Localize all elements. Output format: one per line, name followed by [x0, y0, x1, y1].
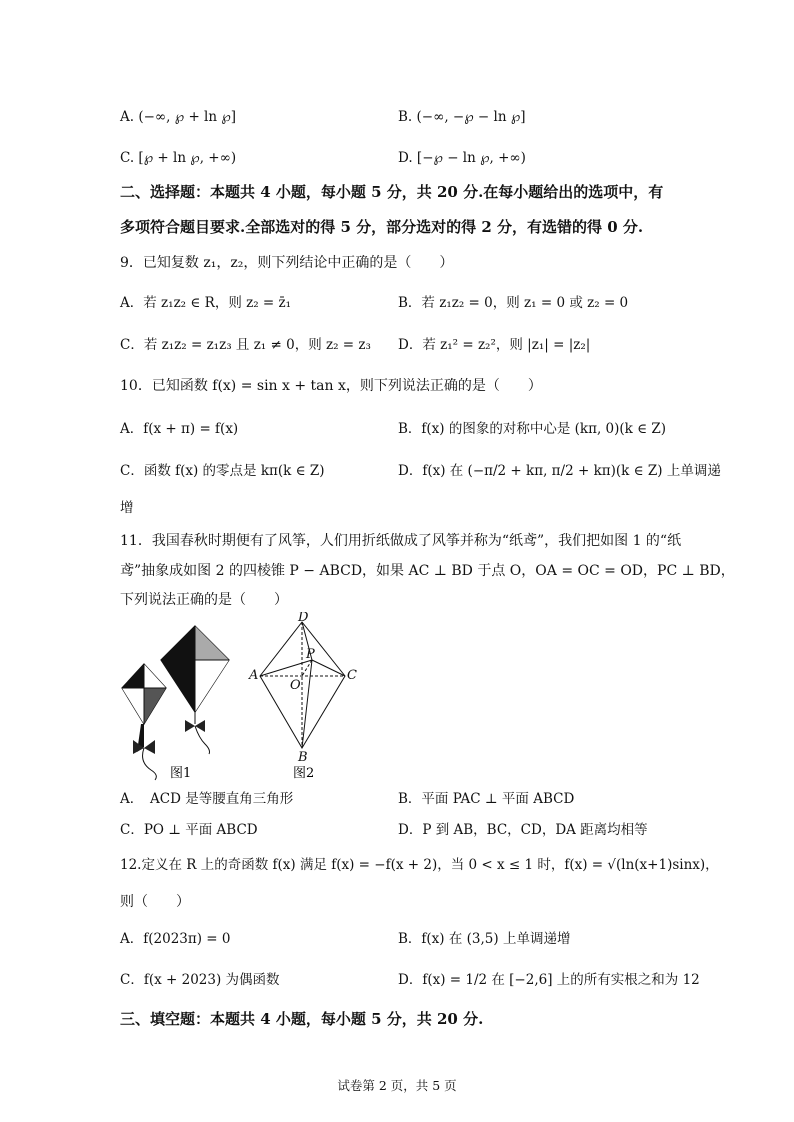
q12-option-d: D．f(x) = 1/2 在 [−2,6] 上的所有实根之和为 12: [398, 972, 700, 988]
section2-heading-line2: 多项符合题目要求.全部选对的得 5 分，部分选对的得 2 分，有选错的得 0 分.: [120, 218, 644, 236]
label-a: A: [249, 668, 259, 683]
q10-option-d-continuation: 增: [120, 500, 134, 516]
q9-option-b: B．若 z₁z₂ = 0，则 z₁ = 0 或 z₂ = 0: [398, 295, 629, 311]
q12-option-a: A．f(2023π) = 0: [120, 931, 231, 947]
q11-option-a: A． ACD 是等腰直角三角形: [120, 791, 294, 807]
q11-figures: [115, 612, 375, 784]
label-d: D: [298, 612, 309, 625]
q9-option-c: C．若 z₁z₂ = z₁z₃ 且 z₁ ≠ 0，则 z₂ = z₃: [120, 337, 371, 353]
kite-figure-1: [122, 626, 229, 780]
section2-heading-line1: 二、选择题：本题共 4 小题，每小题 5 分，共 20 分.在每小题给出的选项中，有: [120, 183, 664, 201]
label-o: O: [290, 678, 301, 693]
label-c: C: [347, 668, 357, 683]
q12-option-c: C．f(x + 2023) 为偶函数: [120, 972, 280, 988]
q11-option-b: B．平面 PAC ⊥ 平面 ABCD: [398, 791, 575, 807]
fig1-caption: 图1: [170, 766, 192, 781]
fig2-caption: 图2: [293, 766, 315, 781]
q12-option-b: B．f(x) 在 (3,5) 上单调递增: [398, 931, 571, 947]
label-p: P: [306, 647, 315, 662]
page-footer: 试卷第 2 页，共 5 页: [337, 1078, 457, 1093]
section3-heading: 三、填空题：本题共 4 小题，每小题 5 分，共 20 分.: [120, 1010, 484, 1028]
q10-option-a: A．f(x + π) = f(x): [120, 421, 239, 437]
q8-option-b: B. (−∞, −℘ − ln ℘]: [398, 109, 526, 125]
q10-stem: 10．已知函数 f(x) = sin x + tan x，则下列说法正确的是（ ）: [120, 378, 542, 394]
q8-option-c: C. [℘ + ln ℘, +∞): [120, 150, 237, 166]
q11-option-c: C．PO ⊥ 平面 ABCD: [120, 822, 258, 838]
pyramid-figure-2: [260, 622, 345, 748]
q9-option-d: D．若 z₁² = z₂²，则 |z₁| = |z₂|: [398, 337, 591, 353]
q8-option-a: A. (−∞, ℘ + ln ℘]: [120, 109, 237, 125]
label-b: B: [298, 750, 308, 765]
q11-stem-line3: 下列说法正确的是（ ）: [120, 592, 288, 608]
q12-stem-line2: 则（ ）: [120, 894, 190, 910]
q10-option-c: C．函数 f(x) 的零点是 kπ(k ∈ Z): [120, 463, 325, 479]
q11-stem-line1: 11．我国春秋时期便有了风筝，人们用折纸做成了风筝并称为“纸鸢”，我们把如图 1 的“纸: [120, 533, 682, 549]
q12-stem-line1: 12.定义在 R 上的奇函数 f(x) 满足 f(x) = −f(x + 2)，当 0 < x ≤ 1 时，f(x) = √(ln(x+1)sinx)，: [120, 857, 719, 873]
q9-stem: 9．已知复数 z₁，z₂，则下列结论中正确的是（ ）: [120, 255, 454, 271]
q8-option-d: D. [−℘ − ln ℘, +∞): [398, 150, 526, 166]
q9-option-a: A．若 z₁z₂ ∈ R，则 z₂ = z̄₁: [120, 295, 292, 311]
q10-option-b: B．f(x) 的图象的对称中心是 (kπ, 0)(k ∈ Z): [398, 421, 667, 437]
q11-stem-line2: 鸢”抽象成如图 2 的四棱锥 P − ABCD，如果 AC ⊥ BD 于点 O，OA = OC = OD，PC ⊥ BD，: [120, 563, 735, 579]
q11-option-d: D．P 到 AB，BC，CD，DA 距离均相等: [398, 822, 648, 838]
q10-option-d: D．f(x) 在 (−π/2 + kπ, π/2 + kπ)(k ∈ Z) 上单调递: [398, 463, 721, 479]
